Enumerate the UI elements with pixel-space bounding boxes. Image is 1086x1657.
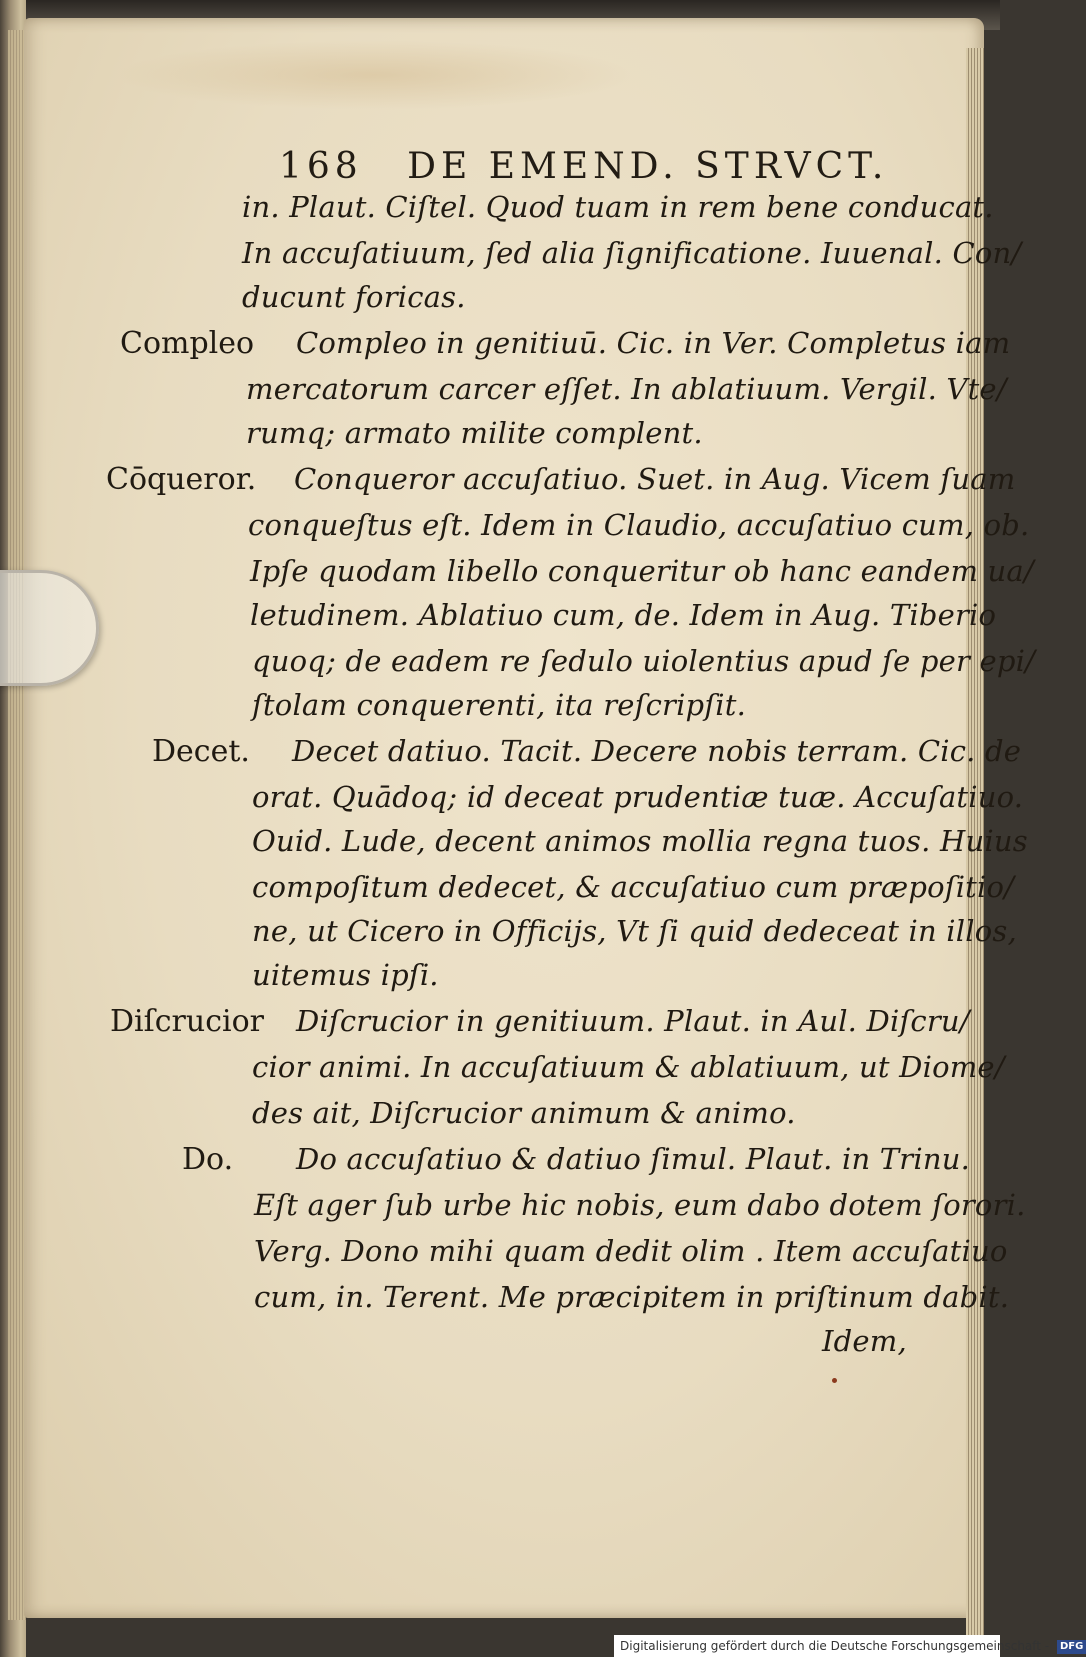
text-line: cum, in. Terent. Me præcipitem in priſtinum dabit. <box>254 1280 1010 1314</box>
credit-text: Digitalisierung gefördert durch die Deutsche Forschungsgemeinschaft - <box>620 1639 1050 1653</box>
text-line: Verg. Dono mihi quam dedit olim . Item accuſatiuo <box>254 1234 1008 1268</box>
text-line: compoſitum dedecet, & accuſatiuo cum præpoſitio/ <box>252 870 1015 904</box>
text-line: des ait, Diſcrucior animum & animo. <box>252 1096 796 1130</box>
text-line: rumq; armato milite complent. <box>246 416 703 450</box>
text-line: Compleo in genitiuū. Cic. in Ver. Completus iam <box>296 326 1011 360</box>
ink-speck <box>832 1378 837 1383</box>
text-line: cior animi. In accuſatiuum & ablatiuum, ut Diome/ <box>252 1050 1005 1084</box>
text-line: Diſcrucior in genitiuum. Plaut. in Aul. Diſcru/ <box>296 1004 970 1038</box>
margin-lemma: Cōqueror. <box>106 462 257 497</box>
margin-lemma: Diſcrucior <box>110 1004 265 1039</box>
margin-lemma: Decet. <box>152 734 250 769</box>
text-line: Decet datiuo. Tacit. Decere nobis terram. Cic. de <box>292 734 1022 768</box>
text-line: Ouid. Lude, decent animos mollia regna tuos. Huius <box>252 824 1028 858</box>
running-header <box>279 146 889 187</box>
running-title: DE EMEND. STRVCT. <box>407 146 889 187</box>
margin-lemma: Do. <box>182 1142 234 1177</box>
text-line: conqueſtus eſt. Idem in Claudio, accuſatiuo cum, ob. <box>248 508 1030 542</box>
margin-lemma: Compleo <box>120 326 255 361</box>
text-line: orat. Quādoq; id deceat prudentiæ tuæ. Accuſatiuo. <box>252 780 1024 814</box>
text-line: ne, ut Cicero in Officijs, Vt ſi quid dedeceat in illos, <box>252 914 1017 948</box>
book-page <box>24 18 1036 1618</box>
text-line: quoq; de eadem re ſedulo uiolentius apud ſe per epi/ <box>252 644 1036 678</box>
text-line: Do accuſatiuo & datiuo ſimul. Plaut. in Trinu. <box>296 1142 971 1176</box>
dfg-logo: DFG <box>1057 1640 1086 1654</box>
text-line: In accuſatiuum, ſed alia ſignificatione. Iuuenal. Con/ <box>242 236 1022 270</box>
digitization-credit <box>614 1635 1084 1657</box>
text-line: in. Plaut. Ciſtel. Quod tuam in rem bene conducat. <box>242 190 994 224</box>
text-line: ſtolam conquerenti, ita reſcripſit. <box>252 688 746 722</box>
text-line: Ipſe quodam libello conqueritur ob hanc eandem ua/ <box>250 554 1034 588</box>
text-line: Eſt ager ſub urbe hic nobis, eum dabo dotem ſorori. <box>254 1188 1026 1222</box>
water-stain <box>114 40 634 110</box>
text-line: uitemus ipſi. <box>252 958 439 992</box>
text-line: ducunt foricas. <box>242 280 466 314</box>
catchword: Idem, <box>822 1324 907 1358</box>
page-number: 168 <box>279 146 363 187</box>
text-line: Conqueror accuſatiuo. Suet. in Aug. Vicem ſuam <box>294 462 1016 496</box>
text-line: letudinem. Ablatiuo cum, de. Idem in Aug. Tiberio <box>250 598 997 632</box>
text-line: mercatorum carcer eſſet. In ablatiuum. Vergil. Vte/ <box>246 372 1007 406</box>
